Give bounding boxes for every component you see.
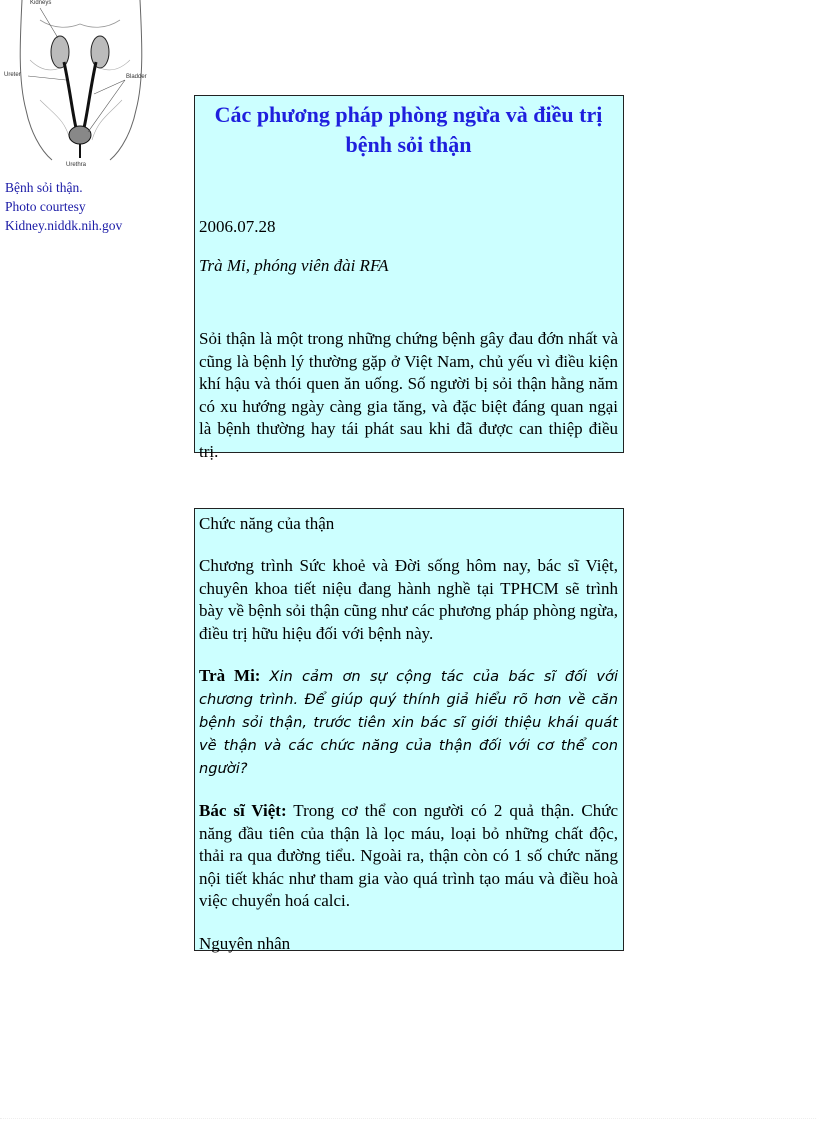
page-bottom-rule — [0, 1118, 816, 1119]
urethra-label: Urethra — [66, 162, 87, 168]
interviewer-name: Trà Mi: — [199, 666, 261, 685]
figure-caption — [5, 178, 165, 235]
answer-text: Trong cơ thể con người có 2 quả thận. Chức năng đầu tiên của thận là lọc máu, loại bỏ những chất độc, thải ra qua đường tiểu. Ngoài ra, thận còn có 1 số chức năng nội tiết khác như tham gia vào quá trình tạo máu và điều hoà việc chuyển hoá calci. — [199, 801, 618, 910]
intro-paragraph: Sỏi thận là một trong những chứng bệnh gây đau đớn nhất và cũng là bệnh lý thường gặp ở Việt Nam, chủ yếu vì điều kiện khí hậu và thói quen ăn uống. Số người bị sỏi thận hằng năm có xu hướng ngày càng gia tăng, và đặc biệt đáng quan ngại là bệnh thường hay tái phát sau khi đã được can thiệp điều trị. — [199, 329, 618, 461]
section-heading: Chức năng của thận — [199, 514, 335, 533]
question-paragraph — [199, 665, 618, 780]
urinary-system-drawing — [0, 0, 160, 180]
bladder-label: Bladder — [126, 74, 147, 80]
caption-line: Kidney.niddk.nih.gov — [5, 218, 123, 233]
caption-line: Bệnh sỏi thận. — [5, 180, 83, 195]
article-title: Các phương pháp phòng ngừa và điều trị bệnh sỏi thận — [214, 102, 603, 157]
question-text: Xin cảm ơn sự cộng tác của bác sĩ đối với chương trình. Để giúp quý thính giả hiểu rõ hơn về căn bệnh sỏi thận, trước tiên xin bác sĩ giới thiệu khái quát về thận và các chức năng của thận đối với cơ thể con người? — [199, 668, 619, 777]
caption-line: Photo courtesy — [5, 199, 86, 214]
article-date: 2006.07.28 — [199, 217, 276, 236]
doctor-name: Bác sĩ Việt: — [199, 801, 287, 820]
kidneys-label: Kidneys — [30, 0, 52, 6]
kidney-illustration — [0, 0, 160, 180]
section-box — [194, 508, 624, 951]
answer-paragraph — [199, 800, 618, 913]
ureter-label: Ureter — [4, 72, 21, 78]
article-header-box — [194, 95, 624, 461]
next-section-heading: Nguyên nhân — [199, 933, 291, 953]
article-byline: Trà Mi, phóng viên đài RFA — [199, 256, 389, 275]
section-paragraph: Chương trình Sức khoẻ và Đời sống hôm nay, bác sĩ Việt, chuyên khoa tiết niệu đang hành nghề tại TPHCM sẽ trình bày về bệnh sỏi thận cũng như các phương pháp phòng ngừa, điều trị hữu hiệu đối với bệnh này. — [199, 556, 618, 643]
